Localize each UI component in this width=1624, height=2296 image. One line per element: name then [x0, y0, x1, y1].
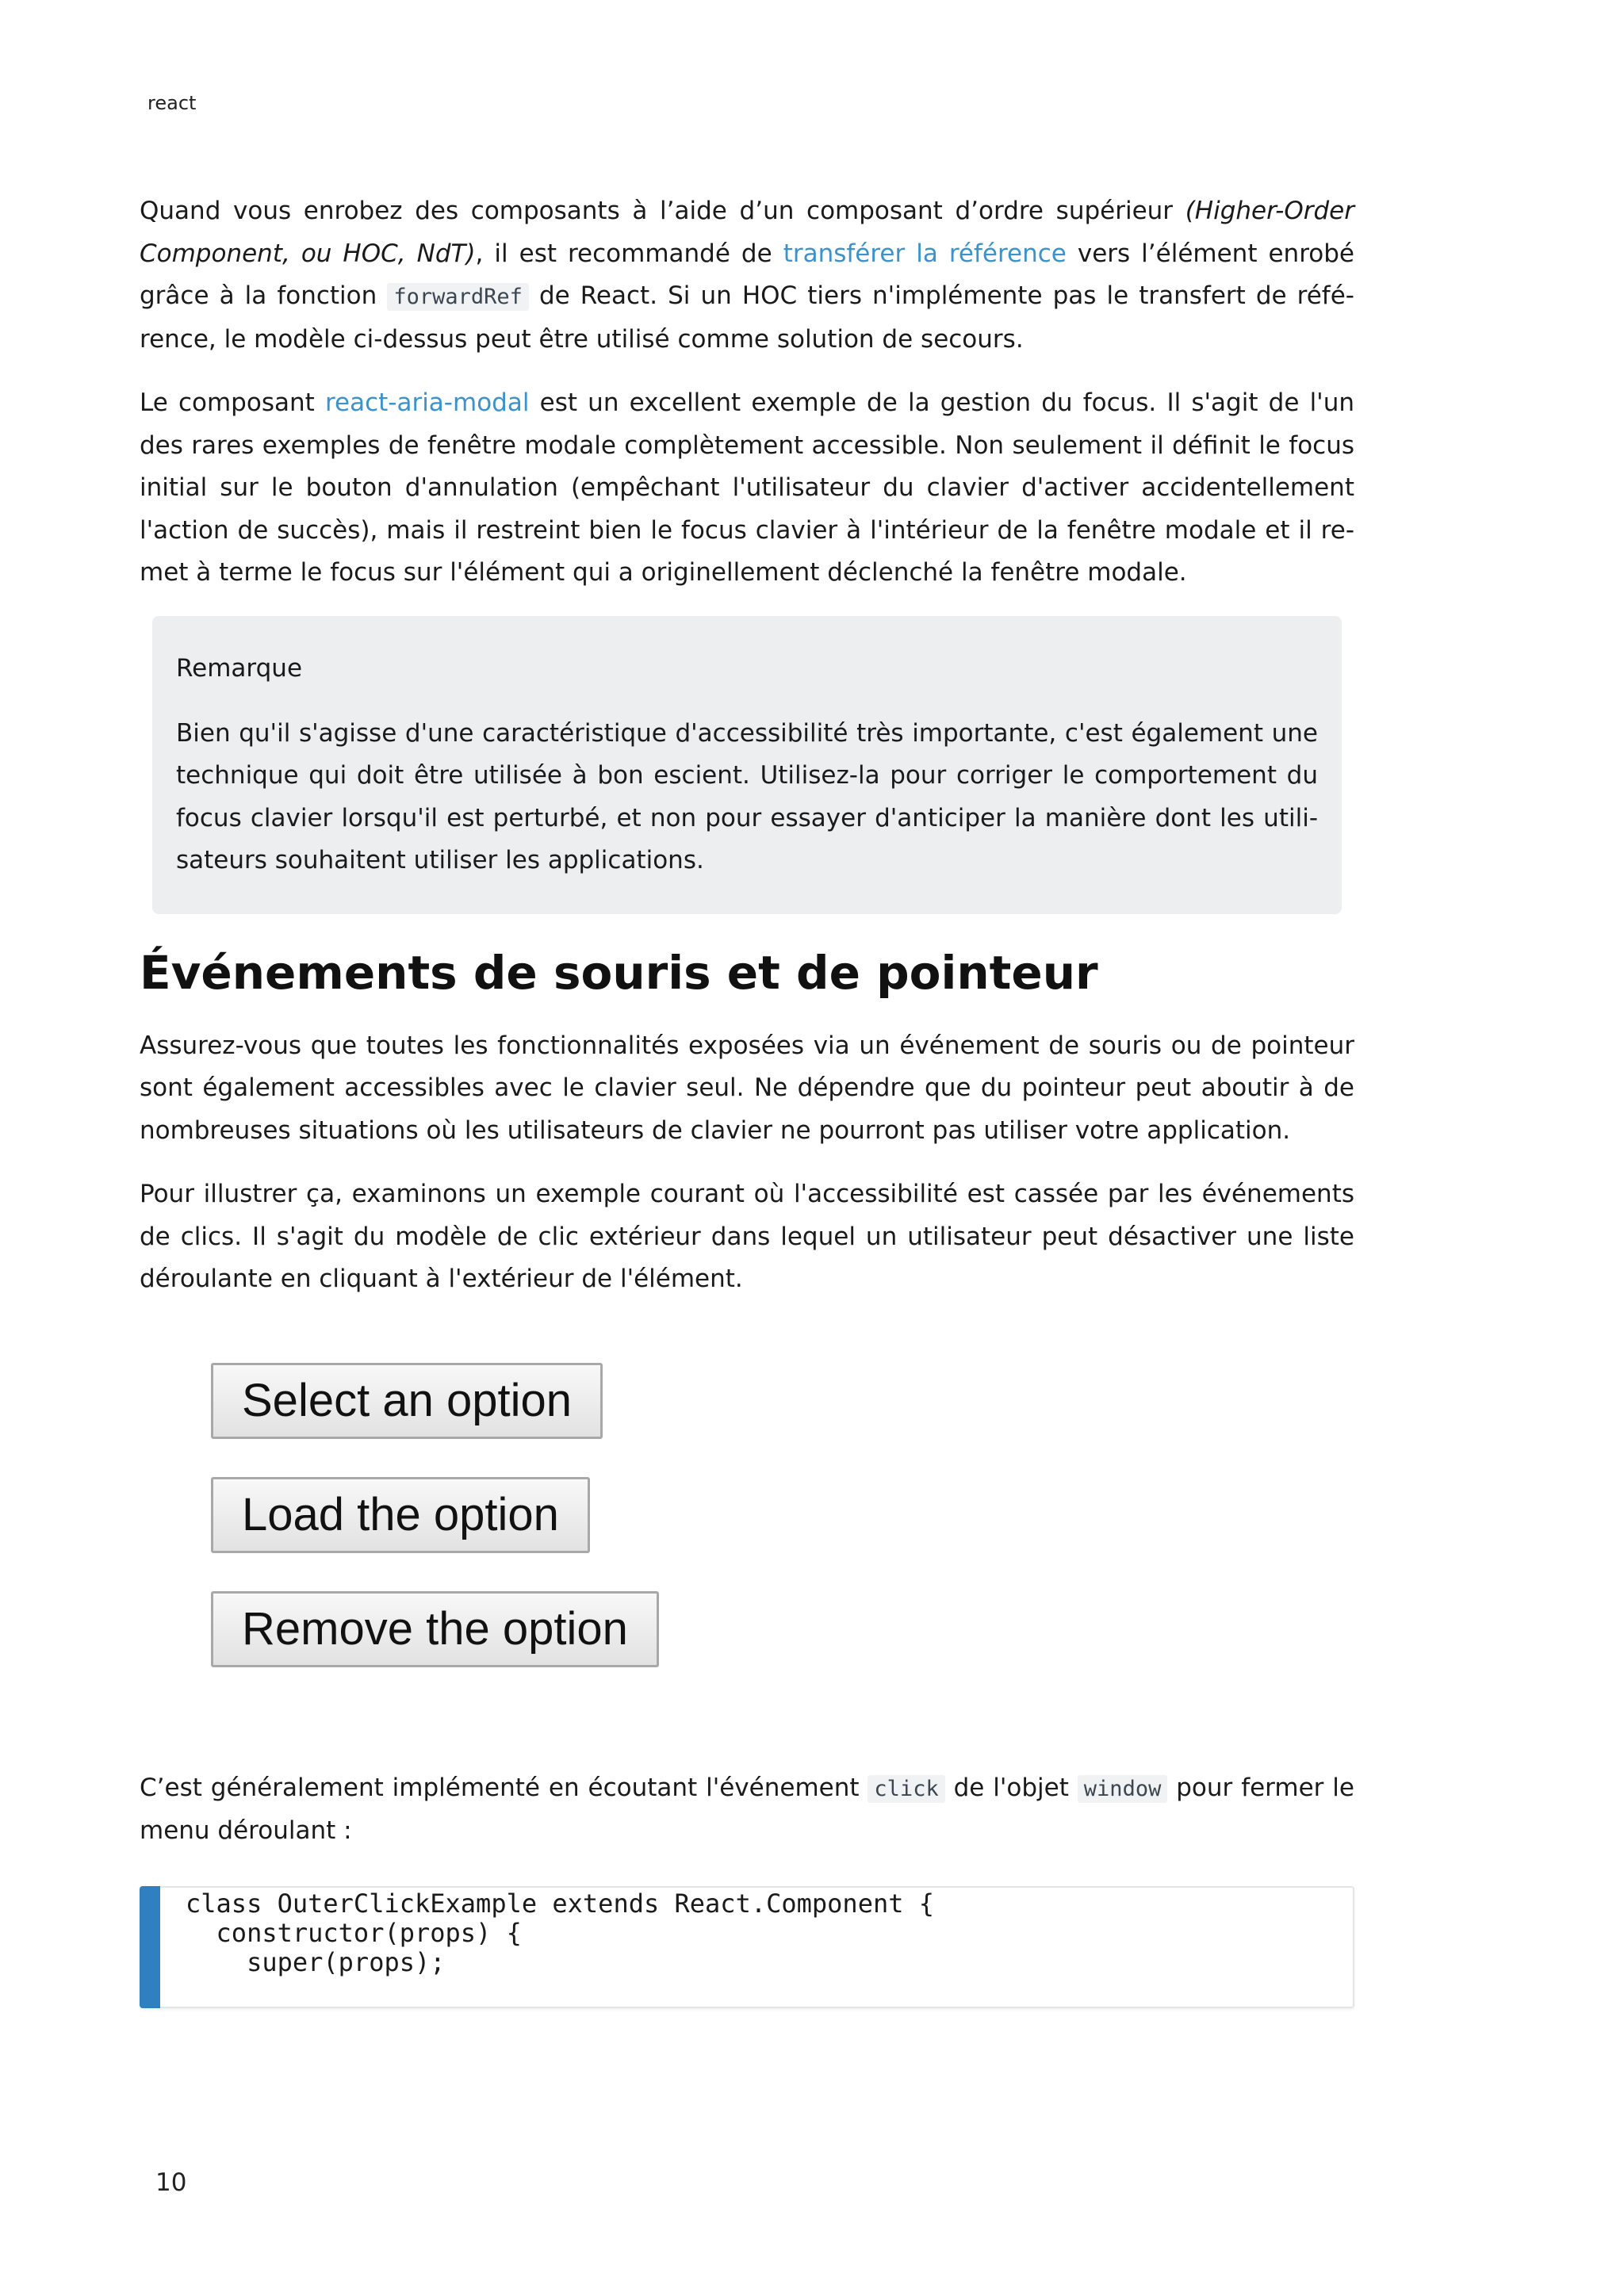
- page-content: [140, 190, 1354, 2008]
- text-run: vers l’élément enrobé grâce à la fonction: [140, 239, 1354, 310]
- load-option-button[interactable]: Load the option: [211, 1477, 590, 1553]
- italic-text: (Higher-Order Component, ou HOC, NdT): [140, 197, 1354, 268]
- note-text: Bien qu'il s'agisse d'une caractéristique d'accessibilité très importante, c'est également une technique qui doit être utilisée à bon escient. Utilisez-la pour corriger le comportement du focus clavier lorsqu'il est perturbé, et non pour essayer d'anticiper la manière dont les utilisateurs souhaitent utiliser les applications.: [176, 718, 1318, 874]
- text-run: Le composant: [140, 388, 325, 417]
- note-title: Remarque: [176, 653, 303, 683]
- section-heading: Événements de souris et de pointeur: [140, 945, 1098, 1000]
- paragraph-keyboard: Assurez-vous que toutes les fonctionnalités exposées via un événement de souris ou de pointeur sont également accessibles avec le clavier seul. Ne dépendre que du pointeur peut aboutir à de nombreuses situations où les utilisateurs de clavier ne pourront pas utiliser votre application.: [140, 1031, 1354, 1145]
- inline-code-click: click: [868, 1775, 944, 1803]
- code-line: constructor(props) {: [186, 1917, 522, 1948]
- text-run: Quand vous enrobez des composants à l’aide d’un composant d’ordre supérieur: [140, 197, 1185, 225]
- code-line: super(props);: [186, 1946, 446, 1977]
- running-title: react: [147, 92, 197, 114]
- paragraph-hoc: [140, 190, 1354, 361]
- inline-code-window: window: [1078, 1775, 1168, 1803]
- page-number: 10: [155, 2168, 187, 2197]
- paragraph-aria-modal: [140, 382, 1354, 595]
- inline-code-forwardref: forwardRef: [387, 283, 529, 311]
- code-block: [140, 1886, 1354, 2008]
- select-option-button[interactable]: Select an option: [211, 1363, 603, 1439]
- code-block-accent-bar: [140, 1886, 160, 2008]
- link-react-aria-modal[interactable]: react-aria-modal: [324, 388, 530, 417]
- remove-option-button[interactable]: Remove the option: [211, 1591, 659, 1667]
- dropdown-demo-image: [211, 1363, 1354, 1705]
- code-line: class OuterClickExample extends React.Component {: [186, 1888, 935, 1919]
- link-forwarding-refs[interactable]: transférer la référence: [783, 239, 1067, 268]
- text-run: C’est généralement implémenté en écoutant l'événement: [140, 1773, 868, 1802]
- text-run: est un excellent exemple de la gestion du focus. Il s'agit de l'un des rares exemples de fenêtre modale complètement accessible. Non seulement il définit le focus initial sur le bouton d'annulation (empêchant l'utilisateur du clavier d'activer accidentellement l'action de succès), mais il restreint bien le focus clavier à l'intérieur de la fenêtre modale et il remet à terme le focus sur l'élément qui a originellement déclenché la fenêtre modale.: [140, 388, 1354, 587]
- text-run: de React. Si un HOC tiers n'implémente pas le transfert de référence, le modèle ci-dessus peut être utilisé comme solution de secours.: [140, 281, 1354, 354]
- text-run: , il est recommandé de: [475, 239, 783, 268]
- note-box: [152, 616, 1342, 914]
- paragraph-window-click: [140, 1767, 1354, 1853]
- paragraph-click-outside: Pour illustrer ça, examinons un exemple courant où l'accessibilité est cassée par les événements de clics. Il s'agit du modèle de clic extérieur dans lequel un utilisateur peut désactiver une liste déroulante en cliquant à l'extérieur de l'élément.: [140, 1180, 1354, 1293]
- code-content: [186, 1889, 934, 1977]
- text-run: de l'objet: [944, 1773, 1078, 1802]
- text-run: pour fermer le menu déroulant :: [140, 1773, 1354, 1845]
